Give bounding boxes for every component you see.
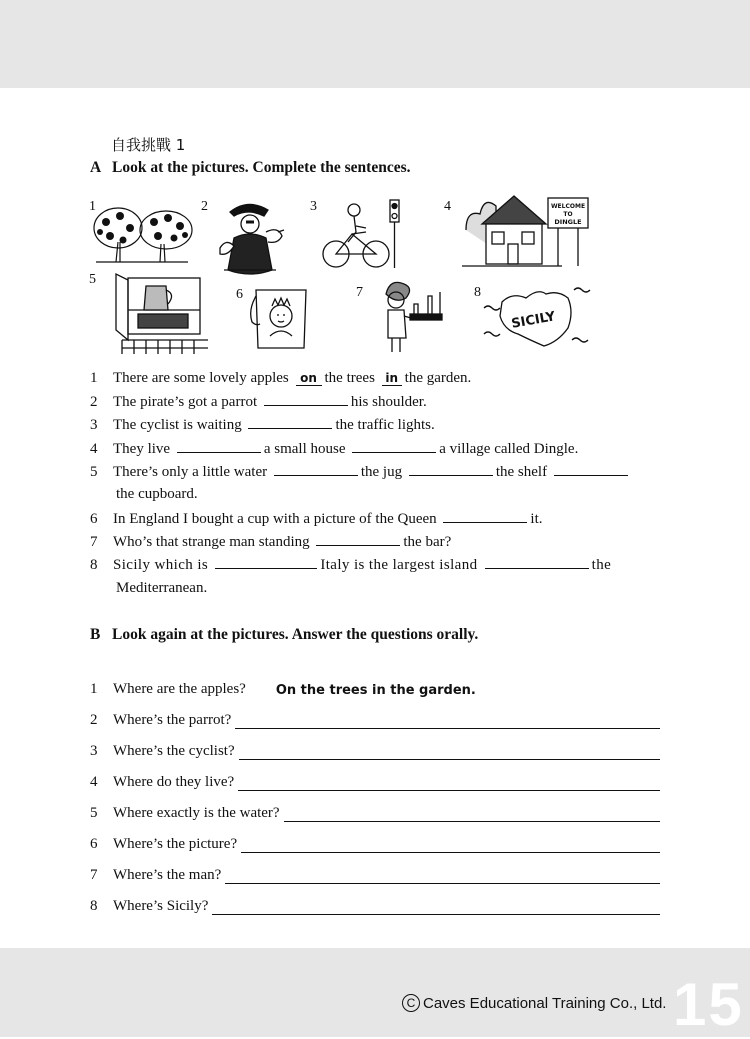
pirate-parrot-picture (212, 198, 288, 278)
island-label: SICILY (510, 309, 557, 332)
question-6-answer-line[interactable] (241, 838, 660, 853)
question-1-sample-answer: On the trees in the garden. (275, 683, 476, 698)
section-label: 自我挑戰 1 (111, 136, 186, 154)
picture-number-8: 8 (474, 285, 481, 300)
question-4: 4 Where do they live? (90, 774, 660, 791)
question-3-answer-line[interactable] (239, 745, 660, 760)
sign-text-welcome: WELCOME (550, 203, 586, 210)
sentence-4-blank-2[interactable] (352, 440, 436, 453)
bottom-band (0, 948, 750, 1037)
part-a-letter: A (90, 159, 102, 176)
cyclist-picture (318, 198, 408, 272)
question-5: 5 Where exactly is the water? (90, 805, 660, 822)
question-8-answer-line[interactable] (212, 900, 660, 915)
question-2-answer-line[interactable] (235, 714, 660, 729)
top-band (0, 0, 750, 88)
sentence-6: 6 In England I bought a cup with a picture of the Queen it. (90, 511, 543, 527)
question-8: 8 Where’s Sicily? (90, 898, 660, 915)
part-b-letter: B (90, 626, 101, 643)
question-5-answer-line[interactable] (284, 807, 660, 822)
sentence-3: 3 The cyclist is waiting the traffic lights. (90, 417, 435, 433)
sentence-7: 7 Who’s that strange man standing the bar? (90, 534, 452, 550)
cupboard-jug-picture (108, 270, 210, 354)
part-b-instruction: Look again at the pictures. Answer the questions orally. (112, 626, 479, 643)
picture-number-4: 4 (444, 199, 451, 214)
picture-number-7: 7 (356, 285, 363, 300)
picture-number-3: 3 (310, 199, 317, 214)
sign-text-dingle: DINGLE (554, 218, 582, 226)
sign-text-to: TO (563, 211, 573, 218)
question-1: 1 Where are the apples? On the trees in the garden. (90, 681, 660, 698)
copyright-text: Caves Educational Training Co., Ltd. (423, 994, 667, 1012)
question-6: 6 Where’s the picture? (90, 836, 660, 853)
sentence-7-blank-1[interactable] (316, 533, 400, 546)
sentence-8: 8 Sicily which is Italy is the largest island the (90, 557, 612, 573)
question-7: 7 Where’s the man? (90, 867, 660, 884)
sentence-8-blank-1[interactable] (215, 556, 317, 569)
sentence-5-continuation: the cupboard. (116, 486, 198, 502)
part-a-instruction: Look at the pictures. Complete the sentences. (112, 159, 411, 176)
sentence-5-blank-2[interactable] (409, 463, 493, 476)
man-at-bar-picture (366, 278, 448, 354)
sentence-5-blank-1[interactable] (274, 463, 358, 476)
sentence-5: 5 There’s only a little water the jug the shelf (90, 463, 631, 481)
sentence-2: 2 The pirate’s got a parrot his shoulder. (90, 394, 427, 410)
sentence-4: 4 They live a small house a village called Dingle. (90, 441, 579, 457)
house-picture (462, 190, 594, 272)
picture-number-5: 5 (89, 272, 96, 287)
sentence-5-blank-3[interactable] (554, 463, 628, 476)
sentence-6-blank-1[interactable] (443, 510, 527, 523)
apple-trees-picture (88, 204, 196, 266)
sentence-1: 1 There are some lovely apples on the trees in the garden. (90, 370, 472, 386)
sentence-8-blank-2[interactable] (485, 556, 589, 569)
question-7-answer-line[interactable] (225, 869, 660, 884)
sentence-1-blank-2[interactable]: in (382, 372, 402, 386)
question-4-answer-line[interactable] (238, 776, 660, 791)
part-a-heading (90, 159, 410, 177)
question-2: 2 Where’s the parrot? (90, 712, 660, 729)
picture-number-1: 1 (89, 199, 96, 214)
part-b-heading (90, 626, 478, 644)
sentence-8-continuation: Mediterranean. (116, 580, 208, 596)
picture-number-2: 2 (201, 199, 208, 214)
sicily-picture (482, 282, 592, 354)
copyright-notice (402, 994, 666, 1012)
page-number: 15 (673, 971, 744, 1038)
sentence-2-blank-1[interactable] (264, 393, 348, 406)
queen-cup-picture (248, 286, 318, 352)
picture-number-6: 6 (236, 287, 243, 302)
sentence-3-blank-1[interactable] (248, 416, 332, 429)
copyright-icon: C (402, 994, 420, 1012)
sentence-1-blank-1[interactable]: on (296, 372, 322, 386)
sentence-4-blank-1[interactable] (177, 440, 261, 453)
question-3: 3 Where’s the cyclist? (90, 743, 660, 760)
